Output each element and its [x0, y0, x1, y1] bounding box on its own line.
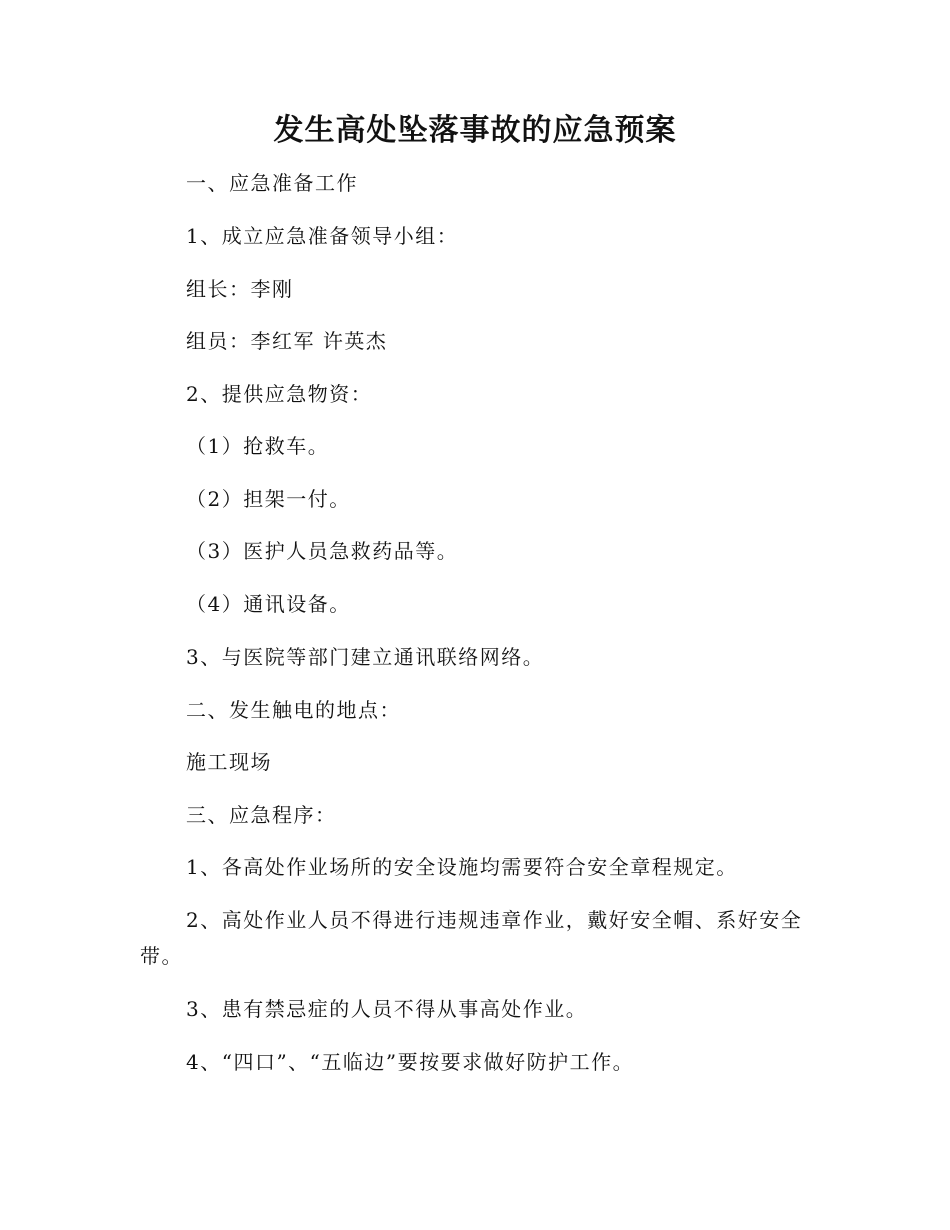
paragraph-construction-site: 施工现场 [186, 750, 272, 774]
section-heading-procedure: 三、应急程序： [186, 803, 337, 827]
paragraph-group-leader: 组长：李刚 [186, 277, 294, 301]
document-title: 发生高处坠落事故的应急预案 [273, 113, 677, 148]
list-item-ambulance: （1）抢救车。 [186, 434, 330, 458]
paragraph-procedure-2: 2、高处作业人员不得进行违规违章作业，戴好安全帽、系好安全 [186, 908, 803, 932]
section-heading-preparation: 一、应急准备工作 [186, 171, 358, 195]
paragraph-emergency-supplies: 2、提供应急物资： [186, 382, 373, 406]
section-heading-location: 二、发生触电的地点： [186, 698, 401, 722]
list-item-stretcher: （2）担架一付。 [186, 487, 351, 511]
paragraph-group-members: 组员：李红军 许英杰 [186, 329, 388, 353]
paragraph-procedure-4: 4、“四口”、“五临边”要按要求做好防护工作。 [186, 1050, 635, 1074]
paragraph-procedure-3: 3、患有禁忌症的人员不得从事高处作业。 [186, 997, 588, 1021]
paragraph-hospital-network: 3、与医院等部门建立通讯联络网络。 [186, 645, 545, 669]
list-item-communication-equipment: （4）通讯设备。 [186, 592, 351, 616]
paragraph-procedure-1: 1、各高处作业场所的安全设施均需要符合安全章程规定。 [186, 855, 738, 879]
paragraph-leadership-group: 1、成立应急准备领导小组： [186, 224, 459, 248]
list-item-medical-supplies: （3）医护人员急救药品等。 [186, 539, 459, 563]
paragraph-procedure-2-continuation: 带。 [140, 944, 183, 968]
